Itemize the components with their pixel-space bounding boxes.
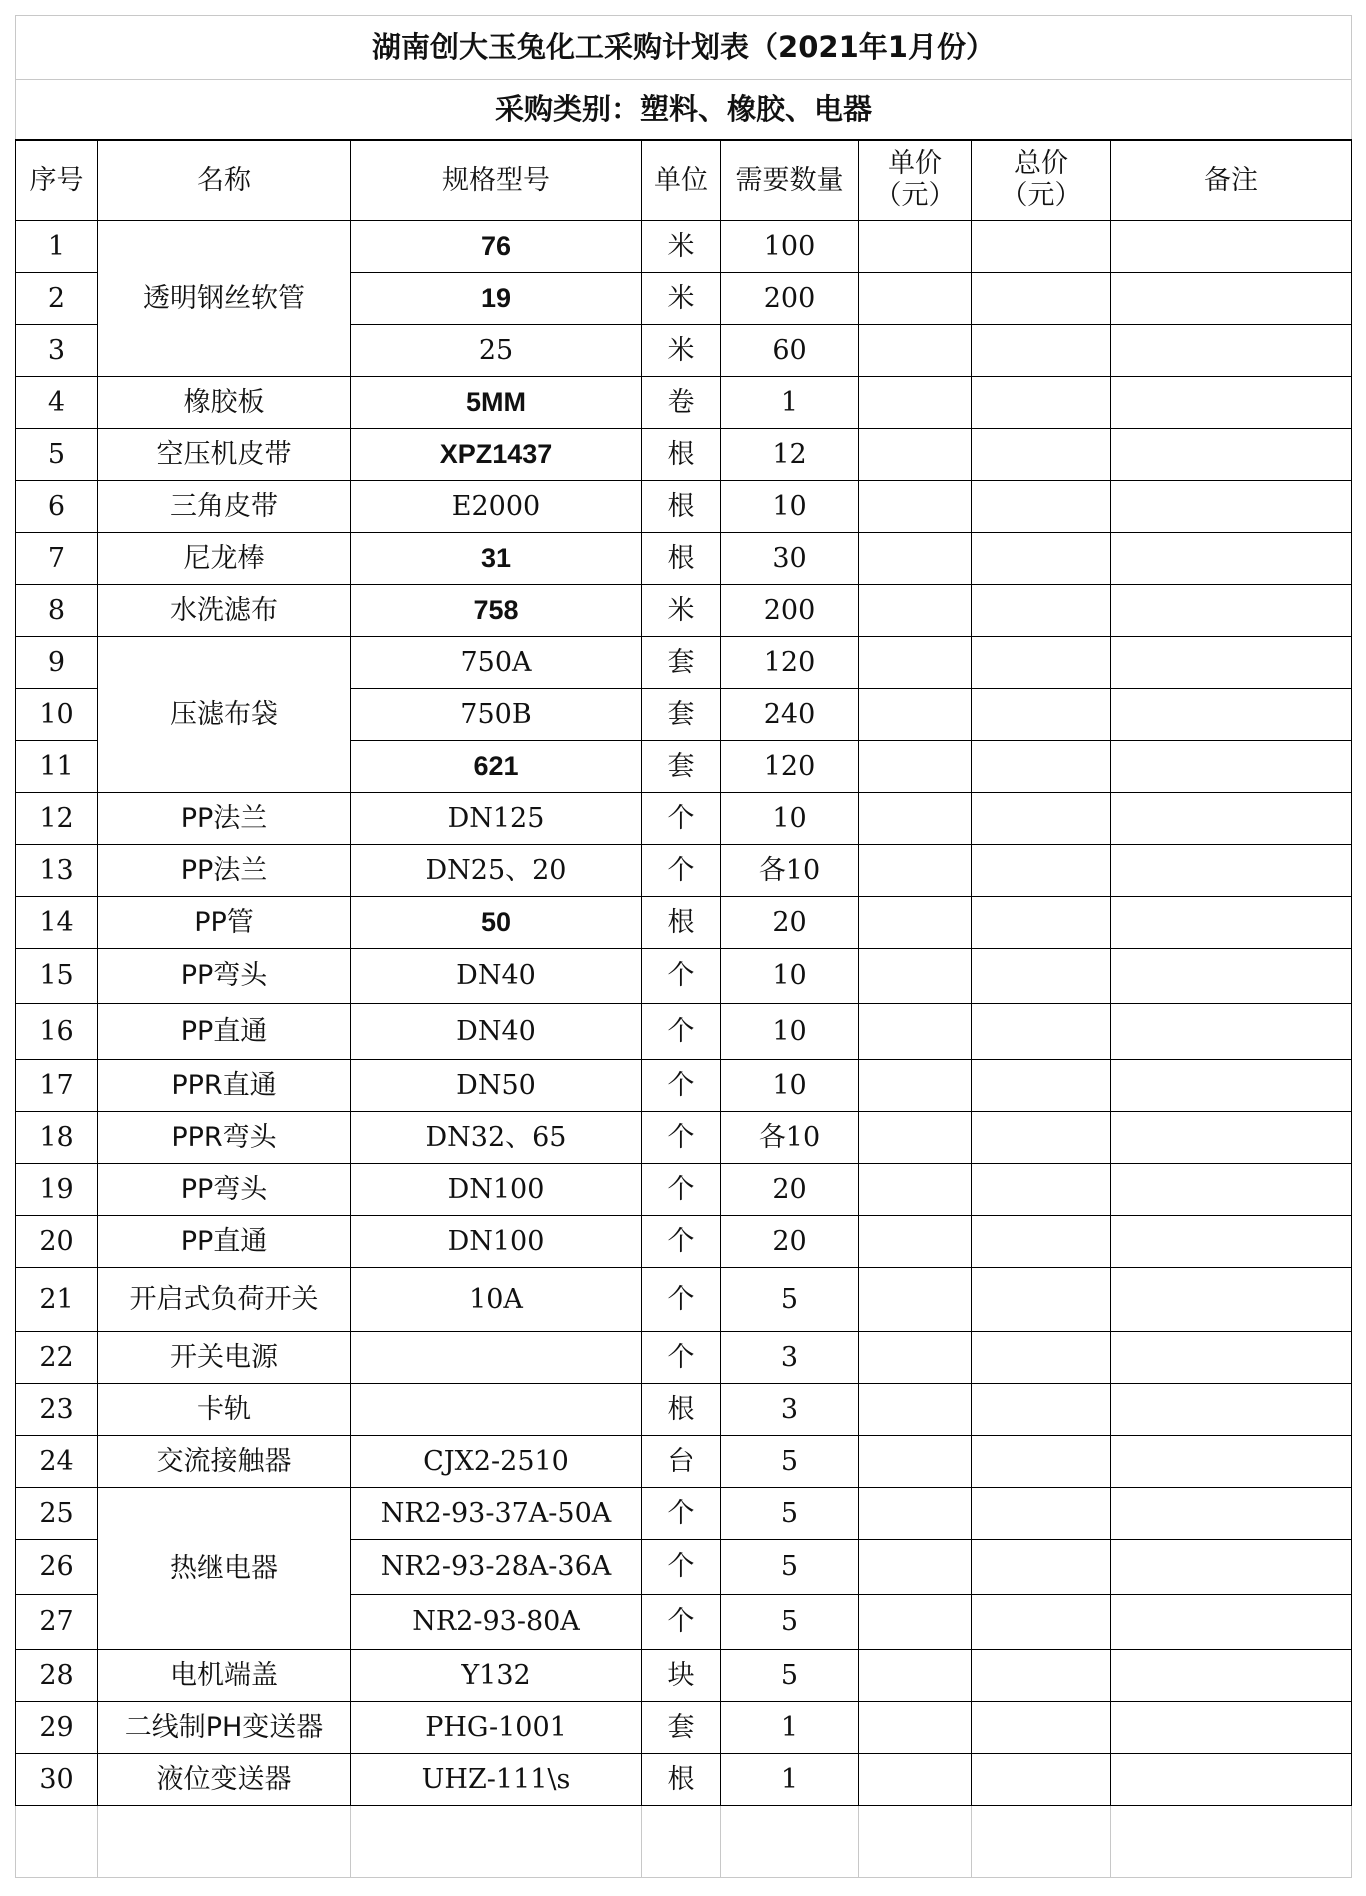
- col-header-unit-price: [859, 140, 972, 221]
- row-seq: 9: [16, 637, 98, 689]
- row-unit-price: [859, 1164, 972, 1216]
- row-qty: 20: [721, 1216, 859, 1268]
- row-seq: 14: [16, 897, 98, 949]
- row-total-price: [972, 1540, 1111, 1595]
- row-unit-price: [859, 1436, 972, 1488]
- row-seq: 26: [16, 1540, 98, 1595]
- row-unit: 个: [642, 1112, 721, 1164]
- row-name: 尼龙棒: [98, 533, 351, 585]
- row-spec: NR2-93-80A: [351, 1595, 642, 1650]
- row-name: 橡胶板: [98, 377, 351, 429]
- row-qty: 120: [721, 637, 859, 689]
- row-total-price: [972, 845, 1111, 897]
- row-qty: 12: [721, 429, 859, 481]
- row-seq: 6: [16, 481, 98, 533]
- row-unit: 根: [642, 429, 721, 481]
- row-qty: 60: [721, 325, 859, 377]
- row-remark: [1111, 1702, 1352, 1754]
- row-remark: [1111, 1332, 1352, 1384]
- row-unit-price: [859, 429, 972, 481]
- table-row: [16, 1488, 1352, 1540]
- row-spec: 621: [351, 741, 642, 793]
- table-row: [16, 1332, 1352, 1384]
- row-spec: DN100: [351, 1164, 642, 1216]
- row-remark: [1111, 429, 1352, 481]
- row-qty: 100: [721, 221, 859, 273]
- row-spec: DN50: [351, 1060, 642, 1112]
- row-unit: 个: [642, 1540, 721, 1595]
- row-remark: [1111, 1436, 1352, 1488]
- row-remark: [1111, 637, 1352, 689]
- row-seq: 25: [16, 1488, 98, 1540]
- row-total-price: [972, 377, 1111, 429]
- row-spec: [351, 1332, 642, 1384]
- row-unit: 个: [642, 1268, 721, 1332]
- row-remark: [1111, 689, 1352, 741]
- row-qty: 5: [721, 1436, 859, 1488]
- row-unit-price: [859, 689, 972, 741]
- col-header-total-price: [972, 140, 1111, 221]
- row-unit-price: [859, 1216, 972, 1268]
- row-name: 空压机皮带: [98, 429, 351, 481]
- row-seq: 23: [16, 1384, 98, 1436]
- row-unit: 个: [642, 1216, 721, 1268]
- row-qty: 10: [721, 1004, 859, 1060]
- row-unit: 米: [642, 273, 721, 325]
- row-unit-price: [859, 1754, 972, 1806]
- row-remark: [1111, 793, 1352, 845]
- row-unit-price: [859, 1004, 972, 1060]
- table-row: [16, 897, 1352, 949]
- table-row: [16, 637, 1352, 689]
- row-unit: 套: [642, 689, 721, 741]
- row-spec: 31: [351, 533, 642, 585]
- row-qty: 10: [721, 793, 859, 845]
- row-seq: 24: [16, 1436, 98, 1488]
- row-name: PP法兰: [98, 845, 351, 897]
- table-body: [16, 221, 1352, 1878]
- col-header-qty: 需要数量: [721, 140, 859, 221]
- empty-cell: [16, 1806, 98, 1878]
- row-total-price: [972, 1754, 1111, 1806]
- row-total-price: [972, 1004, 1111, 1060]
- row-seq: 13: [16, 845, 98, 897]
- row-spec: 5MM: [351, 377, 642, 429]
- row-qty: 10: [721, 949, 859, 1004]
- row-unit-price: [859, 1112, 972, 1164]
- table-row: [16, 1112, 1352, 1164]
- row-unit: 米: [642, 221, 721, 273]
- table-row: [16, 1004, 1352, 1060]
- row-unit: 根: [642, 1384, 721, 1436]
- row-unit-price: [859, 741, 972, 793]
- row-spec: 758: [351, 585, 642, 637]
- row-unit: 卷: [642, 377, 721, 429]
- table-row: [16, 429, 1352, 481]
- row-seq: 2: [16, 273, 98, 325]
- row-name: 三角皮带: [98, 481, 351, 533]
- row-qty: 1: [721, 1702, 859, 1754]
- row-remark: [1111, 221, 1352, 273]
- row-name: 压滤布袋: [98, 637, 351, 793]
- row-name: 二线制PH变送器: [98, 1702, 351, 1754]
- row-unit-price: [859, 1595, 972, 1650]
- row-seq: 7: [16, 533, 98, 585]
- row-remark: [1111, 1060, 1352, 1112]
- row-qty: 各10: [721, 1112, 859, 1164]
- table-row: [16, 1702, 1352, 1754]
- row-name: 卡轨: [98, 1384, 351, 1436]
- row-seq: 27: [16, 1595, 98, 1650]
- row-spec: 19: [351, 273, 642, 325]
- row-name: 液位变送器: [98, 1754, 351, 1806]
- row-qty: 1: [721, 1754, 859, 1806]
- row-unit: 根: [642, 897, 721, 949]
- row-seq: 20: [16, 1216, 98, 1268]
- row-seq: 10: [16, 689, 98, 741]
- row-unit-price: [859, 585, 972, 637]
- row-qty: 5: [721, 1595, 859, 1650]
- row-total-price: [972, 221, 1111, 273]
- row-seq: 18: [16, 1112, 98, 1164]
- row-name: 交流接触器: [98, 1436, 351, 1488]
- col-header-total-price-line2: （元）: [1000, 180, 1082, 212]
- table-row: [16, 949, 1352, 1004]
- row-seq: 15: [16, 949, 98, 1004]
- col-header-unit-price-line1: 单价: [888, 147, 942, 179]
- row-remark: [1111, 1650, 1352, 1702]
- col-header-spec: 规格型号: [351, 140, 642, 221]
- row-unit: 个: [642, 1488, 721, 1540]
- row-qty: 200: [721, 585, 859, 637]
- row-name: 热继电器: [98, 1488, 351, 1650]
- row-total-price: [972, 1384, 1111, 1436]
- row-qty: 5: [721, 1268, 859, 1332]
- row-seq: 8: [16, 585, 98, 637]
- row-total-price: [972, 1112, 1111, 1164]
- row-spec: 750A: [351, 637, 642, 689]
- row-total-price: [972, 1268, 1111, 1332]
- row-name: PPR弯头: [98, 1112, 351, 1164]
- row-unit-price: [859, 1540, 972, 1595]
- row-seq: 12: [16, 793, 98, 845]
- col-header-unit-price-line2: （元）: [874, 180, 956, 212]
- row-remark: [1111, 1216, 1352, 1268]
- row-spec: NR2-93-37A-50A: [351, 1488, 642, 1540]
- empty-cell: [972, 1806, 1111, 1878]
- row-unit: 套: [642, 741, 721, 793]
- row-seq: 16: [16, 1004, 98, 1060]
- table-row: [16, 1436, 1352, 1488]
- row-seq: 29: [16, 1702, 98, 1754]
- row-name: 电机端盖: [98, 1650, 351, 1702]
- row-remark: [1111, 1595, 1352, 1650]
- row-total-price: [972, 481, 1111, 533]
- row-name: PP法兰: [98, 793, 351, 845]
- row-total-price: [972, 1436, 1111, 1488]
- row-spec: Y132: [351, 1650, 642, 1702]
- row-spec: 750B: [351, 689, 642, 741]
- table-row: [16, 585, 1352, 637]
- row-spec: DN100: [351, 1216, 642, 1268]
- row-spec: DN25、20: [351, 845, 642, 897]
- row-unit: 米: [642, 585, 721, 637]
- row-spec: 50: [351, 897, 642, 949]
- row-name: 开启式负荷开关: [98, 1268, 351, 1332]
- row-unit-price: [859, 1268, 972, 1332]
- row-unit: 套: [642, 637, 721, 689]
- table-row: [16, 1384, 1352, 1436]
- row-unit-price: [859, 1650, 972, 1702]
- row-spec: CJX2-2510: [351, 1436, 642, 1488]
- row-unit: 个: [642, 1332, 721, 1384]
- row-total-price: [972, 793, 1111, 845]
- table-row: [16, 533, 1352, 585]
- empty-cell: [351, 1806, 642, 1878]
- row-remark: [1111, 1004, 1352, 1060]
- row-name: 透明钢丝软管: [98, 221, 351, 377]
- empty-cell: [642, 1806, 721, 1878]
- row-seq: 22: [16, 1332, 98, 1384]
- row-total-price: [972, 949, 1111, 1004]
- row-total-price: [972, 741, 1111, 793]
- row-qty: 5: [721, 1540, 859, 1595]
- table-row: [16, 1060, 1352, 1112]
- table-row: [16, 1216, 1352, 1268]
- purchase-category: 采购类别：塑料、橡胶、电器: [16, 80, 1352, 140]
- row-name: PP直通: [98, 1004, 351, 1060]
- row-total-price: [972, 1332, 1111, 1384]
- table-row: [16, 1650, 1352, 1702]
- row-total-price: [972, 1216, 1111, 1268]
- row-seq: 1: [16, 221, 98, 273]
- row-unit-price: [859, 845, 972, 897]
- row-spec: DN32、65: [351, 1112, 642, 1164]
- col-header-seq: 序号: [16, 140, 98, 221]
- row-unit-price: [859, 325, 972, 377]
- table-row: [16, 1754, 1352, 1806]
- table-row: [16, 1164, 1352, 1216]
- row-unit: 个: [642, 793, 721, 845]
- row-name: PP管: [98, 897, 351, 949]
- row-unit: 根: [642, 1754, 721, 1806]
- row-unit: 套: [642, 1702, 721, 1754]
- row-remark: [1111, 1384, 1352, 1436]
- row-spec: E2000: [351, 481, 642, 533]
- row-seq: 4: [16, 377, 98, 429]
- row-spec: XPZ1437: [351, 429, 642, 481]
- row-unit-price: [859, 949, 972, 1004]
- row-spec: DN125: [351, 793, 642, 845]
- row-qty: 20: [721, 1164, 859, 1216]
- row-remark: [1111, 481, 1352, 533]
- row-name: 开关电源: [98, 1332, 351, 1384]
- table-row: [16, 793, 1352, 845]
- row-unit: 根: [642, 533, 721, 585]
- empty-cell: [98, 1806, 351, 1878]
- row-qty: 120: [721, 741, 859, 793]
- row-qty: 30: [721, 533, 859, 585]
- row-unit: 根: [642, 481, 721, 533]
- row-remark: [1111, 1540, 1352, 1595]
- row-total-price: [972, 1595, 1111, 1650]
- row-qty: 20: [721, 897, 859, 949]
- row-spec: 10A: [351, 1268, 642, 1332]
- col-header-remark: 备注: [1111, 140, 1352, 221]
- row-qty: 240: [721, 689, 859, 741]
- row-spec: DN40: [351, 949, 642, 1004]
- row-spec: [351, 1384, 642, 1436]
- row-qty: 10: [721, 1060, 859, 1112]
- empty-cell: [1111, 1806, 1352, 1878]
- row-unit: 个: [642, 1595, 721, 1650]
- row-unit: 个: [642, 845, 721, 897]
- row-unit-price: [859, 533, 972, 585]
- row-unit-price: [859, 1060, 972, 1112]
- row-unit-price: [859, 793, 972, 845]
- row-total-price: [972, 1702, 1111, 1754]
- row-qty: 200: [721, 273, 859, 325]
- row-total-price: [972, 1650, 1111, 1702]
- row-total-price: [972, 689, 1111, 741]
- row-remark: [1111, 1164, 1352, 1216]
- row-unit-price: [859, 1384, 972, 1436]
- row-name: PPR直通: [98, 1060, 351, 1112]
- row-remark: [1111, 897, 1352, 949]
- row-unit: 米: [642, 325, 721, 377]
- row-qty: 1: [721, 377, 859, 429]
- row-remark: [1111, 949, 1352, 1004]
- col-header-total-price-line1: 总价: [1014, 147, 1068, 179]
- row-unit-price: [859, 1488, 972, 1540]
- row-remark: [1111, 1112, 1352, 1164]
- table-row: [16, 377, 1352, 429]
- row-total-price: [972, 533, 1111, 585]
- row-qty: 5: [721, 1488, 859, 1540]
- row-total-price: [972, 273, 1111, 325]
- row-unit-price: [859, 897, 972, 949]
- row-unit: 个: [642, 1060, 721, 1112]
- row-qty: 10: [721, 481, 859, 533]
- row-total-price: [972, 637, 1111, 689]
- row-total-price: [972, 585, 1111, 637]
- row-total-price: [972, 325, 1111, 377]
- row-unit-price: [859, 1332, 972, 1384]
- row-spec: 25: [351, 325, 642, 377]
- col-header-unit: 单位: [642, 140, 721, 221]
- row-remark: [1111, 1488, 1352, 1540]
- row-qty: 5: [721, 1650, 859, 1702]
- row-unit-price: [859, 637, 972, 689]
- row-total-price: [972, 1488, 1111, 1540]
- row-remark: [1111, 1754, 1352, 1806]
- row-remark: [1111, 741, 1352, 793]
- row-qty: 各10: [721, 845, 859, 897]
- row-unit-price: [859, 481, 972, 533]
- row-seq: 30: [16, 1754, 98, 1806]
- row-unit: 个: [642, 1164, 721, 1216]
- row-remark: [1111, 585, 1352, 637]
- row-remark: [1111, 325, 1352, 377]
- row-unit: 个: [642, 1004, 721, 1060]
- row-remark: [1111, 273, 1352, 325]
- row-seq: 28: [16, 1650, 98, 1702]
- row-seq: 19: [16, 1164, 98, 1216]
- row-spec: 76: [351, 221, 642, 273]
- row-seq: 3: [16, 325, 98, 377]
- row-spec: PHG-1001: [351, 1702, 642, 1754]
- row-remark: [1111, 845, 1352, 897]
- table-row: [16, 221, 1352, 273]
- row-spec: UHZ-111\s: [351, 1754, 642, 1806]
- row-unit-price: [859, 1702, 972, 1754]
- table-row: [16, 1268, 1352, 1332]
- row-unit: 个: [642, 949, 721, 1004]
- empty-cell: [859, 1806, 972, 1878]
- row-total-price: [972, 1060, 1111, 1112]
- row-name: PP弯头: [98, 1164, 351, 1216]
- row-unit: 台: [642, 1436, 721, 1488]
- row-qty: 3: [721, 1384, 859, 1436]
- row-remark: [1111, 1268, 1352, 1332]
- table-row: [16, 845, 1352, 897]
- purchase-plan-table: [15, 15, 1352, 1878]
- row-total-price: [972, 1164, 1111, 1216]
- row-unit: 块: [642, 1650, 721, 1702]
- document-title: 湖南创大玉兔化工采购计划表（2021年1月份）: [16, 16, 1352, 80]
- table-row: [16, 481, 1352, 533]
- row-total-price: [972, 897, 1111, 949]
- row-seq: 11: [16, 741, 98, 793]
- row-spec: DN40: [351, 1004, 642, 1060]
- col-header-name: 名称: [98, 140, 351, 221]
- row-seq: 17: [16, 1060, 98, 1112]
- row-qty: 3: [721, 1332, 859, 1384]
- row-name: PP弯头: [98, 949, 351, 1004]
- row-name: PP直通: [98, 1216, 351, 1268]
- empty-row: [16, 1806, 1352, 1878]
- row-remark: [1111, 533, 1352, 585]
- row-seq: 5: [16, 429, 98, 481]
- row-unit-price: [859, 377, 972, 429]
- row-seq: 21: [16, 1268, 98, 1332]
- row-spec: NR2-93-28A-36A: [351, 1540, 642, 1595]
- row-unit-price: [859, 273, 972, 325]
- row-name: 水洗滤布: [98, 585, 351, 637]
- row-unit-price: [859, 221, 972, 273]
- row-remark: [1111, 377, 1352, 429]
- row-total-price: [972, 429, 1111, 481]
- empty-cell: [721, 1806, 859, 1878]
